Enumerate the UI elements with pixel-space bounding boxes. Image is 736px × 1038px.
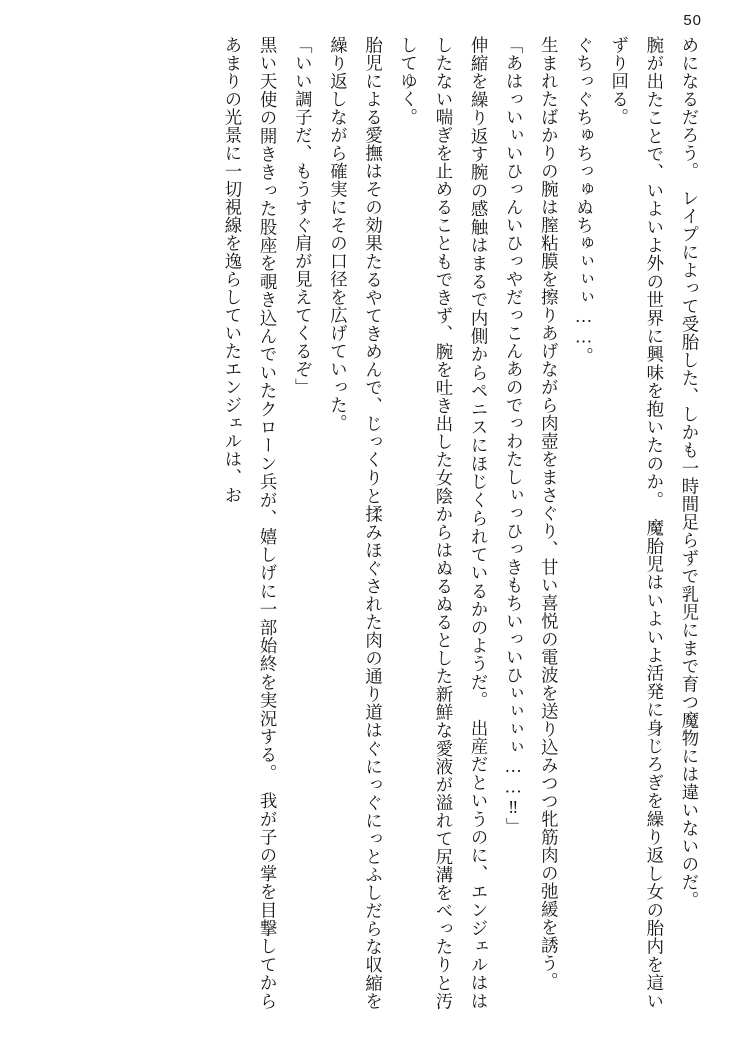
page-number: 50: [683, 12, 702, 29]
paragraph: 生まれたばかりの腕は膣粘膜を擦りあげながら肉壺をまさぐり、甘い喜悦の電波を送り込みつつ牝筋肉の弛緩を誘う。: [538, 36, 559, 990]
paragraph: 伸縮を繰り返す腕の感触はまるで内側からペニスにほじくられているかのようだ。 出産だというのに、エンジェルははしたない喘ぎを止めることもできず、腕を吐き出した女陰からはぬるぬるとした新鮮な愛液が溢れて尻溝をべったりと汚してゆく。: [397, 36, 489, 1010]
page-body-text: [30, 36, 706, 1010]
paragraph: 「あはっいぃいひっんいひっやだっこんあのでっわたしぃっひっきもちいっいひぃぃぃぃ……‼」: [503, 36, 524, 836]
paragraph: 腕が出たことで、いよいよ外の世界に興味を抱いたのか。 魔胎児はいよいよ活発に身じろぎを繰り返し女の胎内を這いずり回る。: [608, 36, 664, 1010]
paragraph: 胎児による愛撫はその効果たるやてきめんで、じっくりと揉みほぐされた肉の通り道はぐにっぐにっとふしだらな収縮を繰り返しながら確実にその口径を広げていった。: [327, 36, 383, 1010]
paragraph: 「いい調子だ、もうすぐ肩が見えてくるぞ」: [292, 36, 313, 396]
paragraph: ぐちっぐちゅちっゅぬちゅぃぃぃ……。: [573, 36, 594, 366]
paragraph: めになるだろう。 レイプによって受胎した、しかも一時間足らずで乳児にまで育つ魔物には違いないのだ。: [679, 36, 699, 910]
paragraph: 黒い天使の開ききった股座を覗き込んでいたクローン兵が、嬉しげに一部始終を実況する。 我が子の掌を目撃してからあまりの光景に一切視線を逸らしていたエンジェルは、お: [221, 36, 278, 1010]
